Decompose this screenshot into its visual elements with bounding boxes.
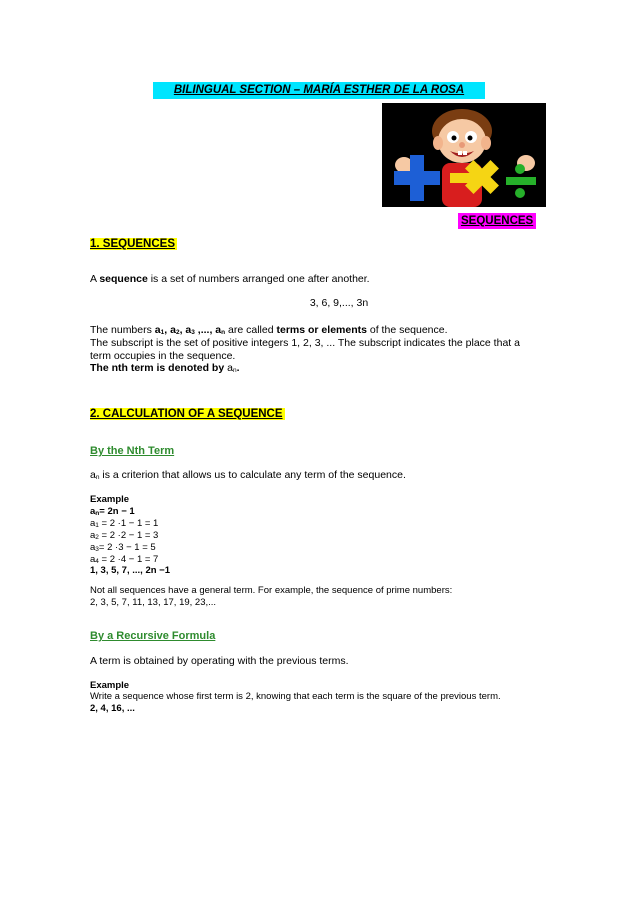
recursive-heading: By a Recursive Formula — [90, 630, 216, 642]
recursive-example-label: Example — [90, 680, 130, 691]
nth-term-notation: The nth term is denoted by $a_n$. — [90, 362, 240, 374]
calc-line: $a_3= 2 \cdot 3 - 1 = 5$ — [90, 542, 156, 553]
sequence-definition: A sequence is a set of numbers arranged one after another. — [90, 273, 370, 285]
calc-result: 1, 3, 5, 7, ..., 2n −1 — [90, 565, 171, 576]
subscript-line-1: The subscript is the set of positive integers 1, 2, 3, ... The subscript indicates the place that a — [90, 337, 520, 349]
sequences-badge: SEQUENCES — [458, 213, 536, 229]
section-1-heading: 1. SEQUENCES — [90, 238, 175, 250]
nth-formula: $a_n= 2n - 1$ — [90, 506, 135, 517]
recursive-description: A term is obtained by operating with the previous terms. — [90, 655, 349, 667]
example-label: Example — [90, 494, 130, 505]
calc-line: $a_1 = 2 \cdot 1 - 1 = 1$ — [90, 518, 159, 529]
nth-term-heading: By the Nth Term — [90, 445, 175, 457]
math-kid-plus-times-divide-icon — [382, 103, 546, 207]
recursive-example-text: Write a sequence whose first term is 2, knowing that each term is the square of the previous term. — [90, 691, 501, 702]
calc-line: $a_2 = 2 \cdot 2 - 1 = 3$ — [90, 530, 159, 541]
prime-note: Not all sequences have a general term. For example, the sequence of prime numbers: — [90, 585, 453, 596]
nth-term-description: $a_n$ is a criterion that allows us to calculate any term of the sequence. — [90, 469, 406, 481]
recursive-result: 2, 4, 16, ... — [90, 703, 135, 714]
terms-sentence: The numbers $a_1$, $a_2$, $a_3$ ,..., $a_n$ are called terms or elements of the sequence. — [90, 324, 448, 336]
document-header: BILINGUAL SECTION – MARÍA ESTHER DE LA ROSA — [153, 82, 485, 99]
example-sequence: 3, 6, 9,..., 3n — [309, 297, 369, 309]
section-2-heading: 2. CALCULATION OF A SEQUENCE — [90, 408, 283, 420]
subscript-line-2: term occupies in the sequence. — [90, 350, 236, 362]
prime-list: 2, 3, 5, 7, 11, 13, 17, 19, 23,... — [90, 597, 217, 608]
math-kid-illustration — [382, 103, 546, 207]
calc-line: $a_4 = 2 \cdot 4 - 1 = 7$ — [90, 554, 159, 565]
